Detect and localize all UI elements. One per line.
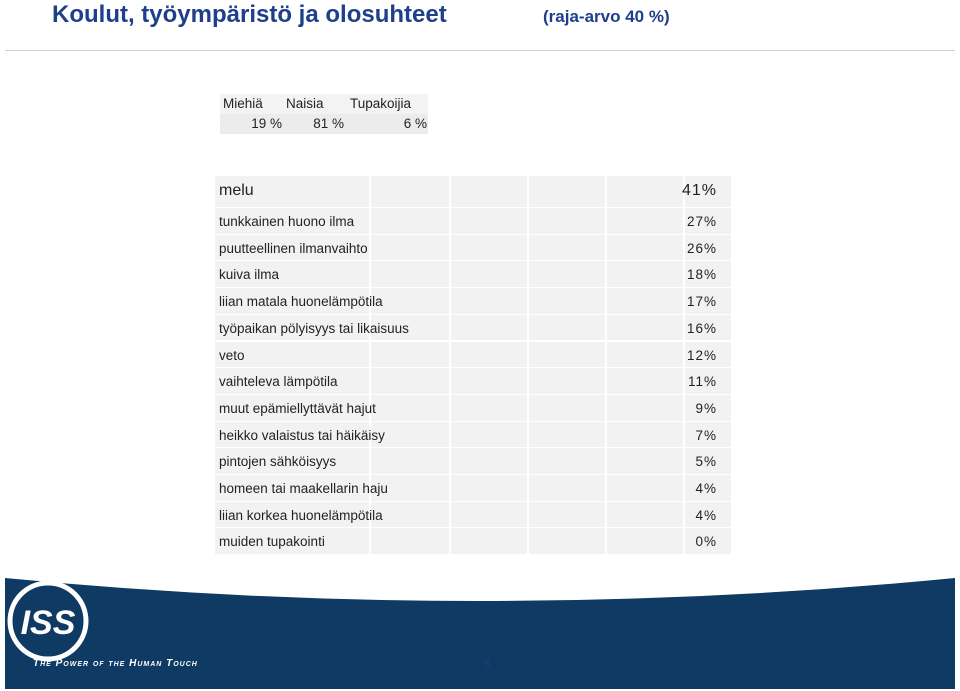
table-cell <box>529 261 605 287</box>
issue-label: homeen tai maakellarin haju <box>219 481 388 496</box>
table-cell <box>371 528 449 554</box>
issue-percentage: 4% <box>695 481 717 496</box>
demographics-table <box>220 94 428 134</box>
issue-row <box>215 208 733 235</box>
table-cell <box>451 422 527 448</box>
table-cell <box>371 176 449 207</box>
demographics-header-women: Naisia <box>286 96 324 111</box>
table-cell <box>529 235 605 261</box>
table-cell <box>371 208 449 234</box>
issue-row <box>215 475 733 502</box>
issue-percentage: 27% <box>686 214 717 229</box>
issue-row <box>215 235 733 262</box>
issue-label: liian matala huonelämpötila <box>219 294 383 310</box>
issue-label: vaihteleva lämpötila <box>219 374 338 390</box>
issue-percentage: 4% <box>695 507 717 523</box>
title-divider <box>5 50 955 51</box>
footer <box>5 578 955 689</box>
demographics-value-men: 19 % <box>251 116 282 131</box>
table-cell <box>451 235 527 261</box>
table-cell <box>607 528 683 554</box>
issue-row <box>215 422 733 449</box>
issue-percentage: 18% <box>686 267 717 283</box>
table-cell <box>607 176 683 207</box>
table-cell <box>607 208 683 234</box>
issue-row <box>215 315 733 342</box>
issue-row <box>215 395 733 422</box>
table-cell <box>607 368 683 394</box>
issue-label: kuiva ilma <box>219 267 280 283</box>
issue-row <box>215 448 733 475</box>
table-cell <box>529 395 605 421</box>
table-cell <box>451 288 527 314</box>
page-title: Koulut, työympäristö ja olosuhteet <box>52 1 447 28</box>
footer-background <box>5 578 955 689</box>
table-cell <box>529 502 605 528</box>
demographics-value-smokers: 6 % <box>403 116 427 131</box>
table-cell <box>607 395 683 421</box>
table-cell <box>371 235 449 261</box>
table-cell <box>451 315 527 341</box>
table-cell <box>451 502 527 528</box>
table-cell <box>607 315 683 341</box>
iss-logo-text: ISS <box>20 604 76 642</box>
table-cell <box>529 176 605 207</box>
table-cell <box>529 342 605 368</box>
issue-row <box>215 261 733 288</box>
issue-row <box>215 288 733 315</box>
issue-row <box>215 342 733 369</box>
table-cell <box>451 368 527 394</box>
table-cell <box>529 315 605 341</box>
table-cell <box>529 368 605 394</box>
table-cell <box>529 475 605 501</box>
table-cell <box>529 528 605 554</box>
table-cell <box>451 528 527 554</box>
issue-percentage: 0% <box>695 534 717 550</box>
table-cell <box>607 261 683 287</box>
table-cell <box>607 288 683 314</box>
demographics-value-women: 81 % <box>313 116 344 131</box>
page-subtitle: (raja-arvo 40 %) <box>543 7 670 26</box>
table-cell <box>529 288 605 314</box>
issue-label: puutteellinen ilmanvaihto <box>219 240 368 256</box>
table-cell <box>451 448 527 474</box>
table-cell <box>371 395 449 421</box>
issue-percentage: 12% <box>686 347 717 363</box>
issue-label: melu <box>219 182 254 199</box>
issue-label: liian korkea huonelämpötila <box>219 507 383 523</box>
issue-percentage: 5% <box>695 454 717 470</box>
table-cell <box>529 422 605 448</box>
issue-row <box>215 176 733 208</box>
table-cell <box>451 261 527 287</box>
issue-label: muut epämiellyttävät hajut <box>219 400 376 416</box>
table-cell <box>451 342 527 368</box>
demographics-value-row <box>220 114 428 134</box>
issues-table <box>215 176 733 558</box>
table-cell <box>529 448 605 474</box>
footer-tagline: The Power of the Human Touch <box>33 658 198 669</box>
issue-row <box>215 368 733 395</box>
table-cell <box>607 448 683 474</box>
issue-percentage: 9% <box>695 400 717 416</box>
page-number: 5 <box>483 658 491 670</box>
issue-label: heikko valaistus tai häikäisy <box>219 427 385 443</box>
issue-percentage: 17% <box>686 294 717 310</box>
table-cell <box>607 235 683 261</box>
table-cell <box>607 475 683 501</box>
table-cell <box>371 342 449 368</box>
table-cell <box>371 261 449 287</box>
demographics-header-men: Miehiä <box>223 96 263 111</box>
table-cell <box>529 208 605 234</box>
table-cell <box>371 368 449 394</box>
issue-label: veto <box>219 347 245 363</box>
issue-label: tunkkainen huono ilma <box>219 214 355 229</box>
issue-percentage: 7% <box>695 427 717 443</box>
issue-percentage: 16% <box>686 320 717 336</box>
issue-label: muiden tupakointi <box>219 534 325 550</box>
issue-percentage: 11% <box>687 374 717 390</box>
table-cell <box>607 502 683 528</box>
issue-row <box>215 502 733 529</box>
table-cell <box>451 208 527 234</box>
table-cell <box>451 176 527 207</box>
issue-label: työpaikan pölyisyys tai likaisuus <box>219 320 409 336</box>
table-cell <box>451 475 527 501</box>
issue-percentage: 26% <box>686 240 717 256</box>
table-cell <box>607 342 683 368</box>
table-cell <box>451 395 527 421</box>
demographics-header-smokers: Tupakoijia <box>350 96 412 111</box>
table-cell <box>371 448 449 474</box>
issue-label: pintojen sähköisyys <box>219 454 337 470</box>
issue-percentage: 41% <box>681 182 717 199</box>
iss-logo <box>5 578 91 664</box>
demographics-header-row <box>220 94 428 114</box>
issue-row <box>215 528 733 555</box>
table-cell <box>607 422 683 448</box>
